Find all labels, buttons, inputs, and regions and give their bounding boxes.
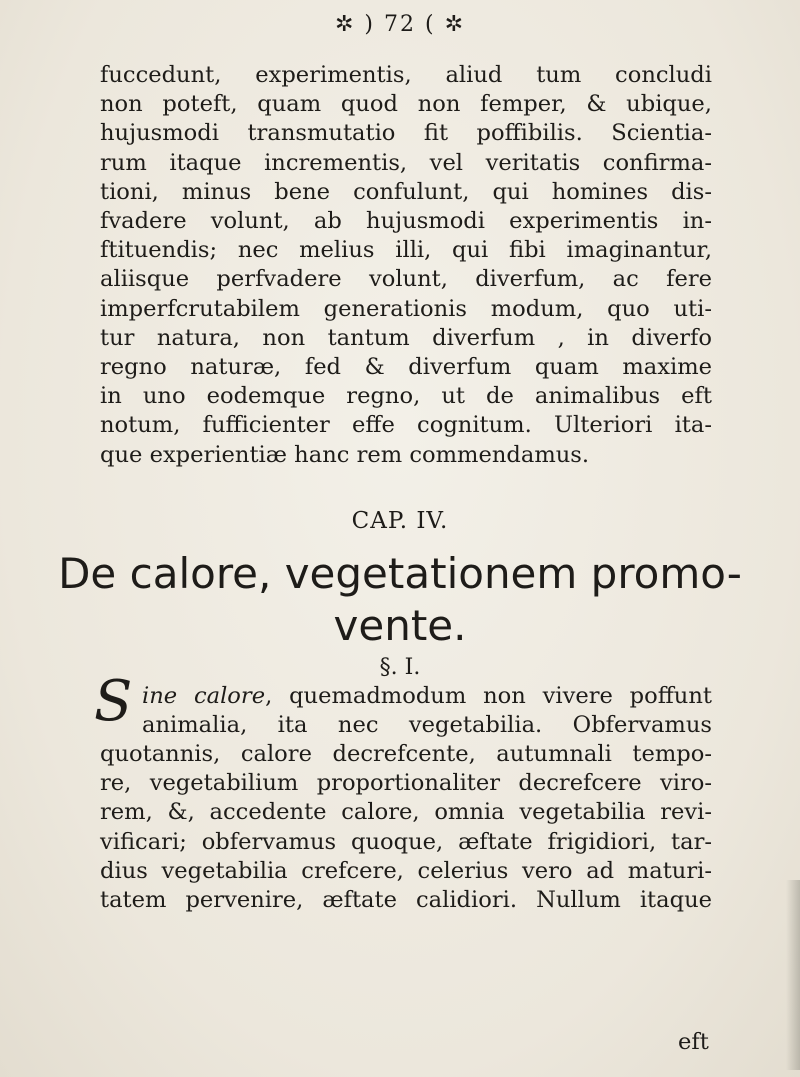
text-line: tur natura, non tantum diverfum , in diverfo [100, 324, 712, 351]
section-number: §. I. [379, 655, 421, 680]
chapter-heading: CAP. IV. [351, 508, 449, 534]
text-line: quotannis, calore decrefcente, autumnali tempo- [100, 741, 712, 767]
chapter-title-line-2: vente. [333, 601, 467, 650]
text-line: non poteft, quam quod non femper, & ubique, [100, 91, 712, 118]
text-line: hujusmodi transmutatio fit poffibilis. Scientia- [100, 120, 712, 147]
chapter-title-line-1: De calore, vegetationem promo- [58, 549, 742, 598]
text-line: tatem pervenire, æftate calidiori. Nullum itaque [100, 887, 712, 914]
drop-cap: S [94, 669, 133, 734]
text-line: animalia, ita nec vegetabilia. Obfervamus [142, 712, 712, 738]
text-line: fuccedunt, experimentis, aliud tum concludi [100, 62, 712, 88]
catchword: eft [678, 1029, 709, 1055]
paragraph-2 [100, 740, 712, 915]
paragraph-2-first-line [142, 682, 712, 711]
text-line: que experientiæ hanc rem commendamus. [100, 441, 590, 468]
paragraph-2-line-2 [142, 711, 712, 740]
paragraph-1 [100, 61, 712, 470]
text-line: rum itaque incrementis, vel veritatis confirma- [100, 149, 712, 176]
text-line: tioni, minus bene confulunt, qui homines dis- [100, 178, 712, 205]
text-line: ftituendis; nec melius illi, qui fibi imaginantur, [100, 237, 712, 264]
page-header: ✲ ) 72 ( ✲ [335, 12, 465, 37]
page-edge-shadow [786, 880, 800, 1070]
text-line: rem, &, accedente calore, omnia vegetabilia revi- [100, 799, 712, 826]
text-line: in uno eodemque regno, ut de animalibus eft [100, 383, 712, 410]
italic-phrase: ine calore [142, 683, 266, 709]
text-line: aliisque perfvadere volunt, diverfum, ac fere [100, 266, 712, 293]
text-line: fvadere volunt, ab hujusmodi experimentis in- [100, 208, 712, 235]
text-line [142, 682, 712, 711]
text-line: regno naturæ, fed & diverfum quam maxime [100, 354, 712, 381]
chapter-title [0, 548, 800, 652]
text-line: dius vegetabilia crefcere, celerius vero ad maturi- [100, 857, 712, 884]
text-line: re, vegetabilium proportionaliter decrefcere viro- [100, 770, 712, 797]
text-line: imperfcrutabilem generationis modum, quo uti- [100, 295, 712, 322]
text-run: , quemadmodum non vivere poffunt [265, 683, 712, 709]
text-line: vificari; obfervamus quoque, æftate frigidiori, tar- [100, 828, 712, 855]
text-line: notum, fufficienter effe cognitum. Ulteriori ita- [100, 412, 712, 439]
